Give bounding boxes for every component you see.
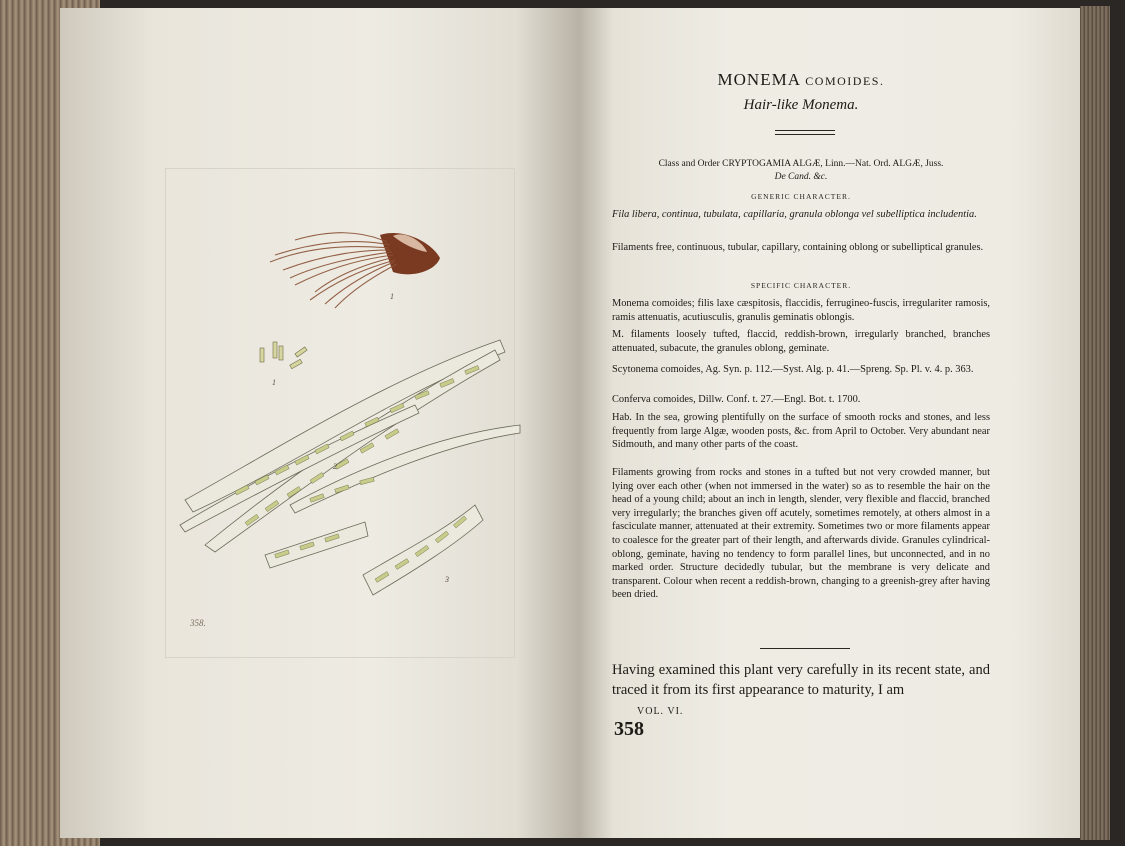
classification-line-2: De Cand. &c. [774, 172, 828, 182]
fragments-small [260, 342, 307, 369]
volume-signature: VOL. VI. [637, 706, 684, 717]
title-species: COMOIDES. [805, 74, 885, 88]
classification [612, 158, 990, 184]
habitat: Hab. In the sea, growing plentifully on the surface of smooth rocks and stones, and less frequently from large Algæ, wooden posts, &c. from April to October. Very abundant near Sidmouth, and many other parts of the coast. [612, 412, 990, 451]
page-edges-right [1080, 6, 1110, 840]
specific-english: M. filaments loosely tufted, flaccid, reddish-brown, irregularly branched, branches attenuated, subacute, the granules oblong, geminate. [612, 329, 990, 354]
fig-label-3: 3 [445, 575, 449, 584]
plate-number: 358. [190, 618, 206, 628]
classification-line-1: Class and Order CRYPTOGAMIA ALGÆ, Linn.—Nat. Ord. ALGÆ, Juss. [658, 159, 944, 169]
branching-filaments [180, 340, 520, 595]
page-title [612, 70, 990, 90]
specimen-tuft [270, 233, 440, 308]
fig-label-1a: 1 [390, 292, 394, 301]
section-rule [760, 648, 850, 649]
generic-english: Filaments free, continuous, tubular, capillary, containing oblong or subelliptical granules. [612, 242, 984, 253]
synonym-conferva: Conferva comoides, Dillw. Conf. t. 27.—Engl. Bot. t. 1700. [612, 394, 861, 405]
fig-label-1b: 1 [272, 378, 276, 387]
page-subtitle: Hair-like Monema. [743, 97, 859, 113]
generic-heading: GENERIC CHARACTER. [751, 192, 851, 201]
page-number: 358 [614, 718, 644, 740]
description: Filaments growing from rocks and stones in a tufted but not very crowded manner, but lying over each other (when not immersed in the water) so as to resemble the hair on the head of a young child; about an inch in length, slender, very flexible and flaccid, branched very irregularly; the branches given off acutely, sometimes remotely, at others almost in a fasciculate manner, attenuated at their extremity. Sometimes two or more filaments appear to coalesce for the greater part of their length, and afterwards divide. Granules cylindrical-oblong, geminate, having no tendency to form parallel lines, but unconnected, and in no marked order. Structure decidedly tubular, but the membrane is very delicate and transparent. Colour when recent a reddish-brown, changing to a greenish-grey after having been dried. [612, 467, 990, 601]
title-genus: MONEMA [717, 70, 801, 89]
fig-label-2: 2 [333, 462, 337, 471]
synonym-scytonema: Scytonema comoides, Ag. Syn. p. 112.—Syst. Alg. p. 41.—Spreng. Sp. Pl. v. 4. p. 363. [612, 364, 974, 375]
specific-heading: SPECIFIC CHARACTER. [750, 281, 852, 290]
body-paragraph: Having examined this plant very carefully in its recent state, and traced it from its first appearance to maturity, I am [612, 662, 990, 698]
botanical-plate-illustration [165, 200, 525, 620]
specific-latin: Monema comoides; filis laxe cæspitosis, flaccidis, ferrugineo-fuscis, irregulariter ramosis, ramis attenuatis, acutiusculis, granulis geminatis oblongis. [612, 298, 990, 323]
title-rule-1 [775, 130, 835, 131]
title-rule-2 [775, 134, 835, 135]
generic-latin: Fila libera, continua, tubulata, capillaria, granula oblonga vel subelliptica includentia. [612, 209, 977, 220]
